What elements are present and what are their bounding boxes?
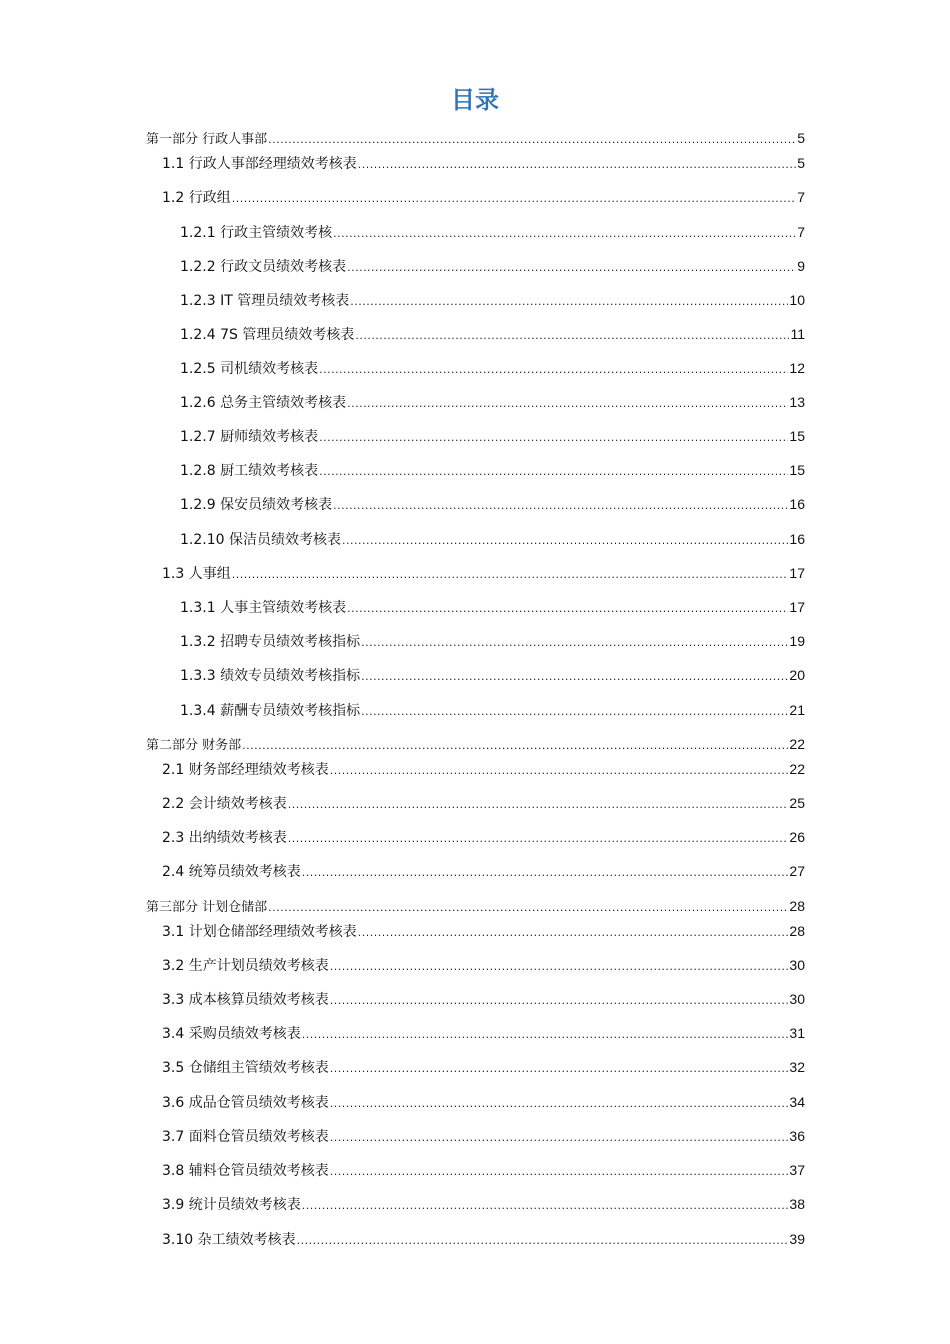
dot-leader <box>361 702 788 722</box>
toc-entry-page-number: 28 <box>789 898 805 914</box>
toc-entry-page-number: 37 <box>789 1162 805 1178</box>
toc-entry-page-number: 17 <box>789 565 805 581</box>
toc-entry[interactable] <box>180 529 805 549</box>
toc-entry[interactable] <box>180 290 805 310</box>
toc-entry-page-number: 26 <box>789 829 805 845</box>
toc-entry-label: 1.3.3 绩效专员绩效考核指标 <box>180 668 361 684</box>
toc-entry-label: 1.2.10 保洁员绩效考核表 <box>180 532 341 548</box>
toc-entry-page-number: 20 <box>789 667 805 683</box>
toc-entry-page-number: 31 <box>789 1025 805 1041</box>
toc-entry[interactable] <box>180 392 805 412</box>
toc-entry-label: 1.2.3 IT 管理员绩效考核表 <box>180 293 350 309</box>
toc-entry-page-number: 34 <box>789 1094 805 1110</box>
toc-entry[interactable] <box>180 358 805 378</box>
toc-entry-label: 1.2.9 保安员绩效考核表 <box>180 497 333 513</box>
dot-leader <box>347 394 788 414</box>
toc-entry[interactable] <box>180 700 805 720</box>
dot-leader <box>333 496 788 516</box>
toc-entry-label: 3.7 面料仓管员绩效考核表 <box>162 1129 329 1145</box>
dot-leader <box>347 599 788 619</box>
toc-entry-page-number: 16 <box>789 496 805 512</box>
toc-entry[interactable] <box>162 563 805 583</box>
toc-entry[interactable] <box>180 494 805 514</box>
dot-leader <box>268 898 788 918</box>
toc-entry-label: 3.10 杂工绩效考核表 <box>162 1232 296 1248</box>
toc-entry[interactable] <box>180 324 805 344</box>
toc-entry[interactable] <box>162 861 805 881</box>
toc-entry-label: 第二部分 财务部 <box>146 738 242 753</box>
toc-entry-label: 2.2 会计绩效考核表 <box>162 796 287 812</box>
toc-entry-label: 1.2.6 总务主管绩效考核表 <box>180 395 347 411</box>
dot-leader <box>350 292 788 312</box>
toc-entry-page-number: 7 <box>797 189 805 205</box>
dot-leader <box>358 923 789 943</box>
toc-title: 目录 <box>451 86 499 114</box>
toc-entry-page-number: 22 <box>789 736 805 752</box>
toc-entry-page-number: 36 <box>789 1128 805 1144</box>
dot-leader <box>330 1162 789 1182</box>
toc-entry[interactable] <box>146 896 805 916</box>
toc-entry-label: 1.2.4 7S 管理员绩效考核表 <box>180 327 355 343</box>
toc-entry-label: 1.2.7 厨师绩效考核表 <box>180 429 319 445</box>
toc-entry[interactable] <box>162 955 805 975</box>
dot-leader <box>330 1059 789 1079</box>
dot-leader <box>268 130 796 150</box>
toc-entry-label: 3.4 采购员绩效考核表 <box>162 1026 301 1042</box>
dot-leader <box>288 829 789 849</box>
toc-entry-page-number: 13 <box>789 394 805 410</box>
toc-entry-label: 1.2 行政组 <box>162 190 231 206</box>
toc-entry[interactable] <box>162 153 805 173</box>
toc-entry-label: 1.2.5 司机绩效考核表 <box>180 361 319 377</box>
dot-leader <box>333 224 796 244</box>
toc-entry-page-number: 7 <box>797 224 805 240</box>
dot-leader <box>330 991 789 1011</box>
toc-entry[interactable] <box>162 1126 805 1146</box>
dot-leader <box>302 1196 789 1216</box>
dot-leader <box>330 1128 789 1148</box>
toc-entry-page-number: 39 <box>789 1231 805 1247</box>
toc-entry-label: 1.2.1 行政主管绩效考核 <box>180 225 333 241</box>
toc-entry-label: 2.4 统筹员绩效考核表 <box>162 864 301 880</box>
toc-entry-label: 3.5 仓储组主管绩效考核表 <box>162 1060 329 1076</box>
toc-entry[interactable] <box>162 759 805 779</box>
dot-leader <box>232 565 789 585</box>
toc-entry-page-number: 15 <box>789 462 805 478</box>
toc-entry[interactable] <box>146 128 805 148</box>
toc-entry-page-number: 30 <box>789 991 805 1007</box>
dot-leader <box>302 1025 789 1045</box>
toc-entry-label: 第一部分 行政人事部 <box>146 132 268 147</box>
toc-entry-page-number: 17 <box>789 599 805 615</box>
toc-entry-page-number: 19 <box>789 633 805 649</box>
toc-entry[interactable] <box>162 187 805 207</box>
toc-entry-page-number: 22 <box>789 761 805 777</box>
toc-entry[interactable] <box>162 1160 805 1180</box>
toc-entry-label: 1.1 行政人事部经理绩效考核表 <box>162 156 357 172</box>
toc-entry-label: 1.3 人事组 <box>162 566 231 582</box>
toc-entry-page-number: 10 <box>789 292 805 308</box>
dot-leader <box>302 863 789 883</box>
toc-entry[interactable] <box>162 1229 805 1249</box>
toc-entry-label: 1.2.2 行政文员绩效考核表 <box>180 259 347 275</box>
dot-leader <box>358 155 796 175</box>
toc-entry[interactable] <box>180 665 805 685</box>
toc-entry-page-number: 38 <box>789 1196 805 1212</box>
toc-entry[interactable] <box>162 989 805 1009</box>
dot-leader <box>297 1231 789 1251</box>
toc-entry[interactable] <box>162 827 805 847</box>
dot-leader <box>361 633 788 653</box>
toc-entry[interactable] <box>180 597 805 617</box>
toc-entry[interactable] <box>162 1092 805 1112</box>
dot-leader <box>330 1094 789 1114</box>
toc-entry[interactable] <box>180 460 805 480</box>
toc-entry-label: 1.3.2 招聘专员绩效考核指标 <box>180 634 361 650</box>
toc-entry[interactable] <box>162 921 805 941</box>
dot-leader <box>319 428 788 448</box>
toc-entry[interactable] <box>180 222 805 242</box>
toc-entry-page-number: 11 <box>790 326 805 342</box>
toc-entry-label: 第三部分 计划仓储部 <box>146 900 268 915</box>
dot-leader <box>319 462 788 482</box>
toc-entry[interactable] <box>162 1023 805 1043</box>
toc-entry-page-number: 9 <box>797 258 805 274</box>
toc-entry-label: 3.8 辅料仓管员绩效考核表 <box>162 1163 329 1179</box>
toc-entry-label: 3.2 生产计划员绩效考核表 <box>162 958 329 974</box>
dot-leader <box>342 531 788 551</box>
dot-leader <box>330 957 789 977</box>
toc-entry[interactable] <box>162 1194 805 1214</box>
toc-entry[interactable] <box>180 426 805 446</box>
dot-leader <box>355 326 789 346</box>
dot-leader <box>361 667 788 687</box>
toc-entry[interactable] <box>180 631 805 651</box>
dot-leader <box>330 761 789 781</box>
toc-entry-page-number: 25 <box>789 795 805 811</box>
toc-entry-label: 3.6 成品仓管员绩效考核表 <box>162 1095 329 1111</box>
toc-entry-page-number: 15 <box>789 428 805 444</box>
toc-entry[interactable] <box>146 734 805 754</box>
toc-entry-page-number: 28 <box>789 923 805 939</box>
dot-leader <box>242 736 788 756</box>
toc-entry-label: 2.3 出纳绩效考核表 <box>162 830 287 846</box>
dot-leader <box>288 795 789 815</box>
toc-entry-label: 3.1 计划仓储部经理绩效考核表 <box>162 924 357 940</box>
toc-entry-label: 3.9 统计员绩效考核表 <box>162 1197 301 1213</box>
toc-entry-page-number: 21 <box>789 702 805 718</box>
toc-entry-page-number: 12 <box>789 360 805 376</box>
toc-entry-label: 1.3.4 薪酬专员绩效考核指标 <box>180 703 361 719</box>
toc-entry-page-number: 16 <box>789 531 805 547</box>
toc-entry-page-number: 5 <box>797 155 805 171</box>
dot-leader <box>347 258 796 278</box>
toc-entry-label: 3.3 成本核算员绩效考核表 <box>162 992 329 1008</box>
toc-entry-page-number: 32 <box>789 1059 805 1075</box>
dot-leader <box>319 360 788 380</box>
toc-entry-label: 1.3.1 人事主管绩效考核表 <box>180 600 347 616</box>
toc-entry[interactable] <box>162 1057 805 1077</box>
toc-entry-page-number: 30 <box>789 957 805 973</box>
toc-entry-page-number: 27 <box>789 863 805 879</box>
toc-entry-page-number: 5 <box>797 130 805 146</box>
toc-entry[interactable] <box>180 256 805 276</box>
dot-leader <box>232 189 796 209</box>
toc-entry-label: 1.2.8 厨工绩效考核表 <box>180 463 319 479</box>
toc-entry[interactable] <box>162 793 805 813</box>
toc-entry-label: 2.1 财务部经理绩效考核表 <box>162 762 329 778</box>
